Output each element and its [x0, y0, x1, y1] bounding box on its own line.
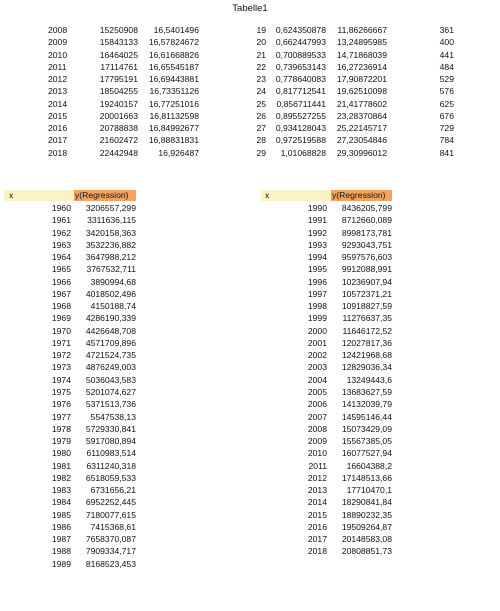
- table-cell: 6731656,21: [90, 485, 136, 496]
- table-cell: 16,84992677: [148, 123, 199, 134]
- table-cell: 17114761: [100, 61, 138, 72]
- table-cell: 19: [256, 25, 266, 35]
- table-cell: 17795191: [99, 74, 138, 85]
- table-cell: 16,61668826: [148, 49, 199, 60]
- table-cell: 16,81132598: [149, 110, 199, 121]
- table-cell: 4876249,003: [85, 362, 136, 373]
- table-cell: 1978: [51, 423, 71, 434]
- header-x-left: x: [4, 190, 74, 201]
- table-cell: 11276637,35: [342, 313, 392, 324]
- table-cell: 11,86266667: [337, 25, 387, 35]
- table-cell: 24: [256, 86, 266, 97]
- table-cell: 6518059,533: [85, 472, 136, 483]
- table-cell: 6110983,514: [86, 448, 136, 459]
- table-cell: 1963: [51, 239, 71, 250]
- table-cell: 3311636,115: [87, 215, 136, 226]
- table-cell: 20001663: [99, 110, 138, 121]
- table-cell: 1985: [51, 509, 71, 520]
- table-cell: 1965: [51, 264, 71, 275]
- table-cell: 1974: [51, 374, 71, 385]
- table-cell: 16,926487: [158, 147, 199, 158]
- table-cell: 23: [256, 74, 266, 85]
- table-cell: 2013: [307, 485, 327, 496]
- table-cell: 16,57824672: [148, 37, 199, 48]
- table-cell: 21,41778602: [336, 98, 387, 109]
- table-cell: 16,5401496: [153, 25, 199, 35]
- table-cell: 1988: [51, 546, 71, 557]
- table-cell: 676: [439, 110, 454, 121]
- table-cell: 0,778640083: [275, 74, 326, 85]
- table-cell: 1993: [307, 239, 327, 250]
- table-cell: 1964: [51, 252, 71, 263]
- table-cell: 441: [439, 49, 454, 60]
- table-cell: 16604388,2: [346, 460, 392, 471]
- table-cell: 2010: [307, 448, 327, 459]
- table-cell: 13,24895985: [336, 37, 387, 48]
- table-cell: 16,77251016: [148, 98, 199, 109]
- table-cell: 27: [256, 123, 266, 134]
- table-cell: 1987: [51, 534, 71, 545]
- table-cell: 6952252,445: [85, 497, 136, 508]
- table-cell: 1990: [307, 203, 327, 213]
- table-cell: 2011: [308, 460, 327, 471]
- table-cell: 3767532,711: [86, 264, 136, 275]
- table-cell: 18504255: [99, 86, 138, 97]
- table-cell: 25,22145717: [336, 123, 387, 134]
- sheet-title: Tabelle1: [232, 3, 268, 14]
- table-cell: 1994: [307, 252, 327, 263]
- table-cell: 2017: [48, 135, 68, 146]
- table-cell: 0,934128043: [275, 123, 326, 134]
- table-cell: 729: [439, 123, 454, 134]
- table-cell: 1999: [307, 313, 327, 324]
- table-cell: 1967: [51, 288, 71, 299]
- table-cell: 2008: [48, 25, 68, 35]
- table-cell: 1975: [51, 386, 71, 397]
- table-cell: 1998: [307, 301, 327, 312]
- table-cell: 1983: [51, 485, 71, 496]
- table-cell: 1976: [51, 399, 71, 410]
- table-cell: 361: [439, 25, 454, 35]
- table-cell: 22442948: [99, 147, 138, 158]
- table-cell: 484: [439, 61, 454, 72]
- table-cell: 841: [439, 147, 454, 158]
- table-cell: 2005: [307, 386, 327, 397]
- table-cell: 15250908: [99, 25, 138, 35]
- table-cell: 20808851,73: [341, 546, 392, 557]
- table-cell: 15073429,09: [341, 423, 392, 434]
- table-cell: 4150188,74: [90, 301, 136, 312]
- table-cell: 8436205,799: [341, 203, 392, 213]
- table-cell: 10918827,59: [341, 301, 392, 312]
- table-cell: 12829036,34: [341, 362, 392, 373]
- table-cell: 1979: [51, 436, 71, 447]
- table-cell: 3420158,363: [85, 227, 136, 238]
- table-cell: 1969: [51, 313, 71, 324]
- table-cell: 1972: [51, 350, 71, 361]
- table-cell: 1970: [51, 325, 71, 336]
- table-cell: 1997: [307, 288, 327, 299]
- table-cell: 29: [256, 147, 266, 158]
- table-cell: 7658370,087: [85, 534, 136, 545]
- table-cell: 18890232,35: [341, 509, 392, 520]
- table-cell: 5729330,841: [85, 423, 136, 434]
- table-cell: 13683627,59: [341, 386, 392, 397]
- table-cell: 0,856711441: [276, 98, 326, 109]
- table-cell: 14595146,44: [341, 411, 392, 422]
- table-cell: 0,972519588: [275, 135, 326, 146]
- table-cell: 0,817712541: [275, 86, 326, 97]
- table-cell: 10572371,21: [341, 288, 392, 299]
- table-cell: 8712660,089: [341, 215, 392, 226]
- table-cell: 1968: [51, 301, 71, 312]
- table-cell: 9912088,991: [341, 264, 392, 275]
- table-cell: 4018502,496: [85, 288, 136, 299]
- table-cell: 20788838: [99, 123, 138, 134]
- table-cell: 5036043,583: [85, 374, 136, 385]
- table-cell: 16,88831831: [148, 135, 199, 146]
- table-cell: 2007: [307, 411, 327, 422]
- table-cell: 1973: [51, 362, 71, 373]
- table-cell: 2016: [307, 521, 327, 532]
- table-cell: 1989: [51, 558, 71, 569]
- table-cell: 2000: [307, 325, 327, 336]
- table-cell: 20: [256, 37, 266, 48]
- table-cell: 17148513,66: [341, 472, 392, 483]
- table-cell: 7415368,61: [90, 521, 136, 532]
- table-cell: 0,662447993: [275, 37, 326, 48]
- table-cell: 16,69443881: [148, 74, 199, 85]
- table-cell: 1962: [51, 227, 71, 238]
- table-cell: 2018: [48, 147, 68, 158]
- table-cell: 2006: [307, 399, 327, 410]
- table-cell: 784: [439, 135, 454, 146]
- table-cell: 3647988,212: [85, 252, 136, 263]
- table-cell: 1986: [51, 521, 71, 532]
- table-cell: 400: [439, 37, 454, 48]
- table-cell: 16,73351126: [149, 86, 199, 97]
- table-cell: 26: [256, 110, 266, 121]
- table-cell: 0,700889533: [275, 49, 326, 60]
- table-cell: 1981: [51, 460, 71, 471]
- table-cell: 2010: [48, 49, 68, 60]
- table-cell: 2016: [48, 123, 68, 134]
- table-cell: 2015: [48, 110, 68, 121]
- table-cell: 2004: [307, 374, 327, 385]
- table-cell: 15567385,05: [341, 436, 392, 447]
- table-cell: 15843133: [99, 37, 138, 48]
- table-cell: 16,27236914: [336, 61, 387, 72]
- table-cell: 2011: [48, 61, 67, 72]
- table-cell: 25: [256, 98, 266, 109]
- table-cell: 4721524,735: [85, 350, 136, 361]
- table-cell: 14,71868039: [336, 49, 387, 60]
- table-cell: 28: [256, 135, 266, 146]
- table-cell: 1995: [307, 264, 327, 275]
- table-cell: 19,62510098: [336, 86, 387, 97]
- table-cell: 1960: [51, 203, 71, 213]
- table-cell: 5371513,736: [85, 399, 136, 410]
- table-cell: 4286190,339: [85, 313, 136, 324]
- table-cell: 0,739653143: [275, 61, 326, 72]
- table-cell: 3890994,68: [90, 276, 136, 287]
- table-cell: 2003: [307, 362, 327, 373]
- table-cell: 1961: [51, 215, 71, 226]
- table-cell: 2008: [307, 423, 327, 434]
- table-cell: 14132039,79: [341, 399, 392, 410]
- table-cell: 2014: [307, 497, 327, 508]
- table-cell: 7909334,717: [85, 546, 136, 557]
- table-cell: 1992: [307, 227, 327, 238]
- table-cell: 2002: [307, 350, 327, 361]
- table-cell: 8998173,781: [341, 227, 392, 238]
- header-y-left: y(Regression): [74, 190, 136, 201]
- table-cell: 3532236,882: [85, 239, 136, 250]
- table-cell: 4571709,896: [85, 337, 136, 348]
- table-cell: 22: [256, 61, 266, 72]
- table-cell: 12421968,68: [341, 350, 392, 361]
- table-cell: 27,23054846: [336, 135, 387, 146]
- table-cell: 2012: [48, 74, 68, 85]
- table-cell: 21: [256, 49, 266, 60]
- table-cell: 17,90872201: [336, 74, 387, 85]
- table-cell: 0,624350878: [275, 25, 326, 35]
- table-cell: 529: [439, 74, 454, 85]
- table-cell: 1,01068828: [280, 147, 326, 158]
- table-cell: 6311240,318: [86, 460, 136, 471]
- table-cell: 1977: [51, 411, 71, 422]
- table-cell: 5917080,894: [85, 436, 136, 447]
- table-cell: 2001: [307, 337, 327, 348]
- table-cell: 19509264,87: [341, 521, 392, 532]
- table-cell: 4426648,708: [85, 325, 136, 336]
- header-x-right: x: [261, 190, 331, 201]
- table-cell: 18290841,84: [341, 497, 392, 508]
- table-cell: 2018: [307, 546, 327, 557]
- table-cell: 8168523,453: [85, 558, 136, 569]
- table-cell: 5201074,627: [85, 386, 136, 397]
- table-cell: 11646172,52: [342, 325, 392, 336]
- table-cell: 576: [439, 86, 454, 97]
- table-cell: 5547538,13: [90, 411, 136, 422]
- table-cell: 17710470,1: [346, 485, 392, 496]
- table-cell: 2009: [48, 37, 68, 48]
- table-cell: 23,28370864: [336, 110, 387, 121]
- table-cell: 12027817,36: [341, 337, 392, 348]
- table-cell: 21602472: [99, 135, 138, 146]
- table-cell: 29,30996012: [336, 147, 387, 158]
- table-cell: 1996: [307, 276, 327, 287]
- table-cell: 2012: [307, 472, 327, 483]
- table-cell: 16077527,94: [341, 448, 392, 459]
- table-cell: 9597576,603: [341, 252, 392, 263]
- table-cell: 1966: [51, 276, 71, 287]
- table-cell: 1971: [51, 337, 71, 348]
- table-cell: 9293043,751: [341, 239, 392, 250]
- table-cell: 2015: [307, 509, 327, 520]
- table-cell: 2009: [307, 436, 327, 447]
- table-cell: 7180077,615: [85, 509, 136, 520]
- table-cell: 3206557,299: [85, 203, 136, 213]
- table-cell: 20148583,08: [341, 534, 392, 545]
- table-cell: 2014: [48, 98, 68, 109]
- table-cell: 16464025: [99, 49, 138, 60]
- table-cell: 0,895527255: [275, 110, 326, 121]
- table-cell: 2013: [48, 86, 68, 97]
- table-cell: 16,65545187: [148, 61, 199, 72]
- table-cell: 13249443,6: [346, 374, 392, 385]
- table-cell: 2017: [307, 534, 327, 545]
- table-cell: 1980: [51, 448, 71, 459]
- table-cell: 19240157: [99, 98, 138, 109]
- table-cell: 1982: [51, 472, 71, 483]
- table-cell: 1984: [51, 497, 71, 508]
- table-cell: 1991: [307, 215, 327, 226]
- table-cell: 625: [439, 98, 454, 109]
- header-y-right: y(Regression): [331, 190, 392, 201]
- table-cell: 10236907,94: [341, 276, 392, 287]
